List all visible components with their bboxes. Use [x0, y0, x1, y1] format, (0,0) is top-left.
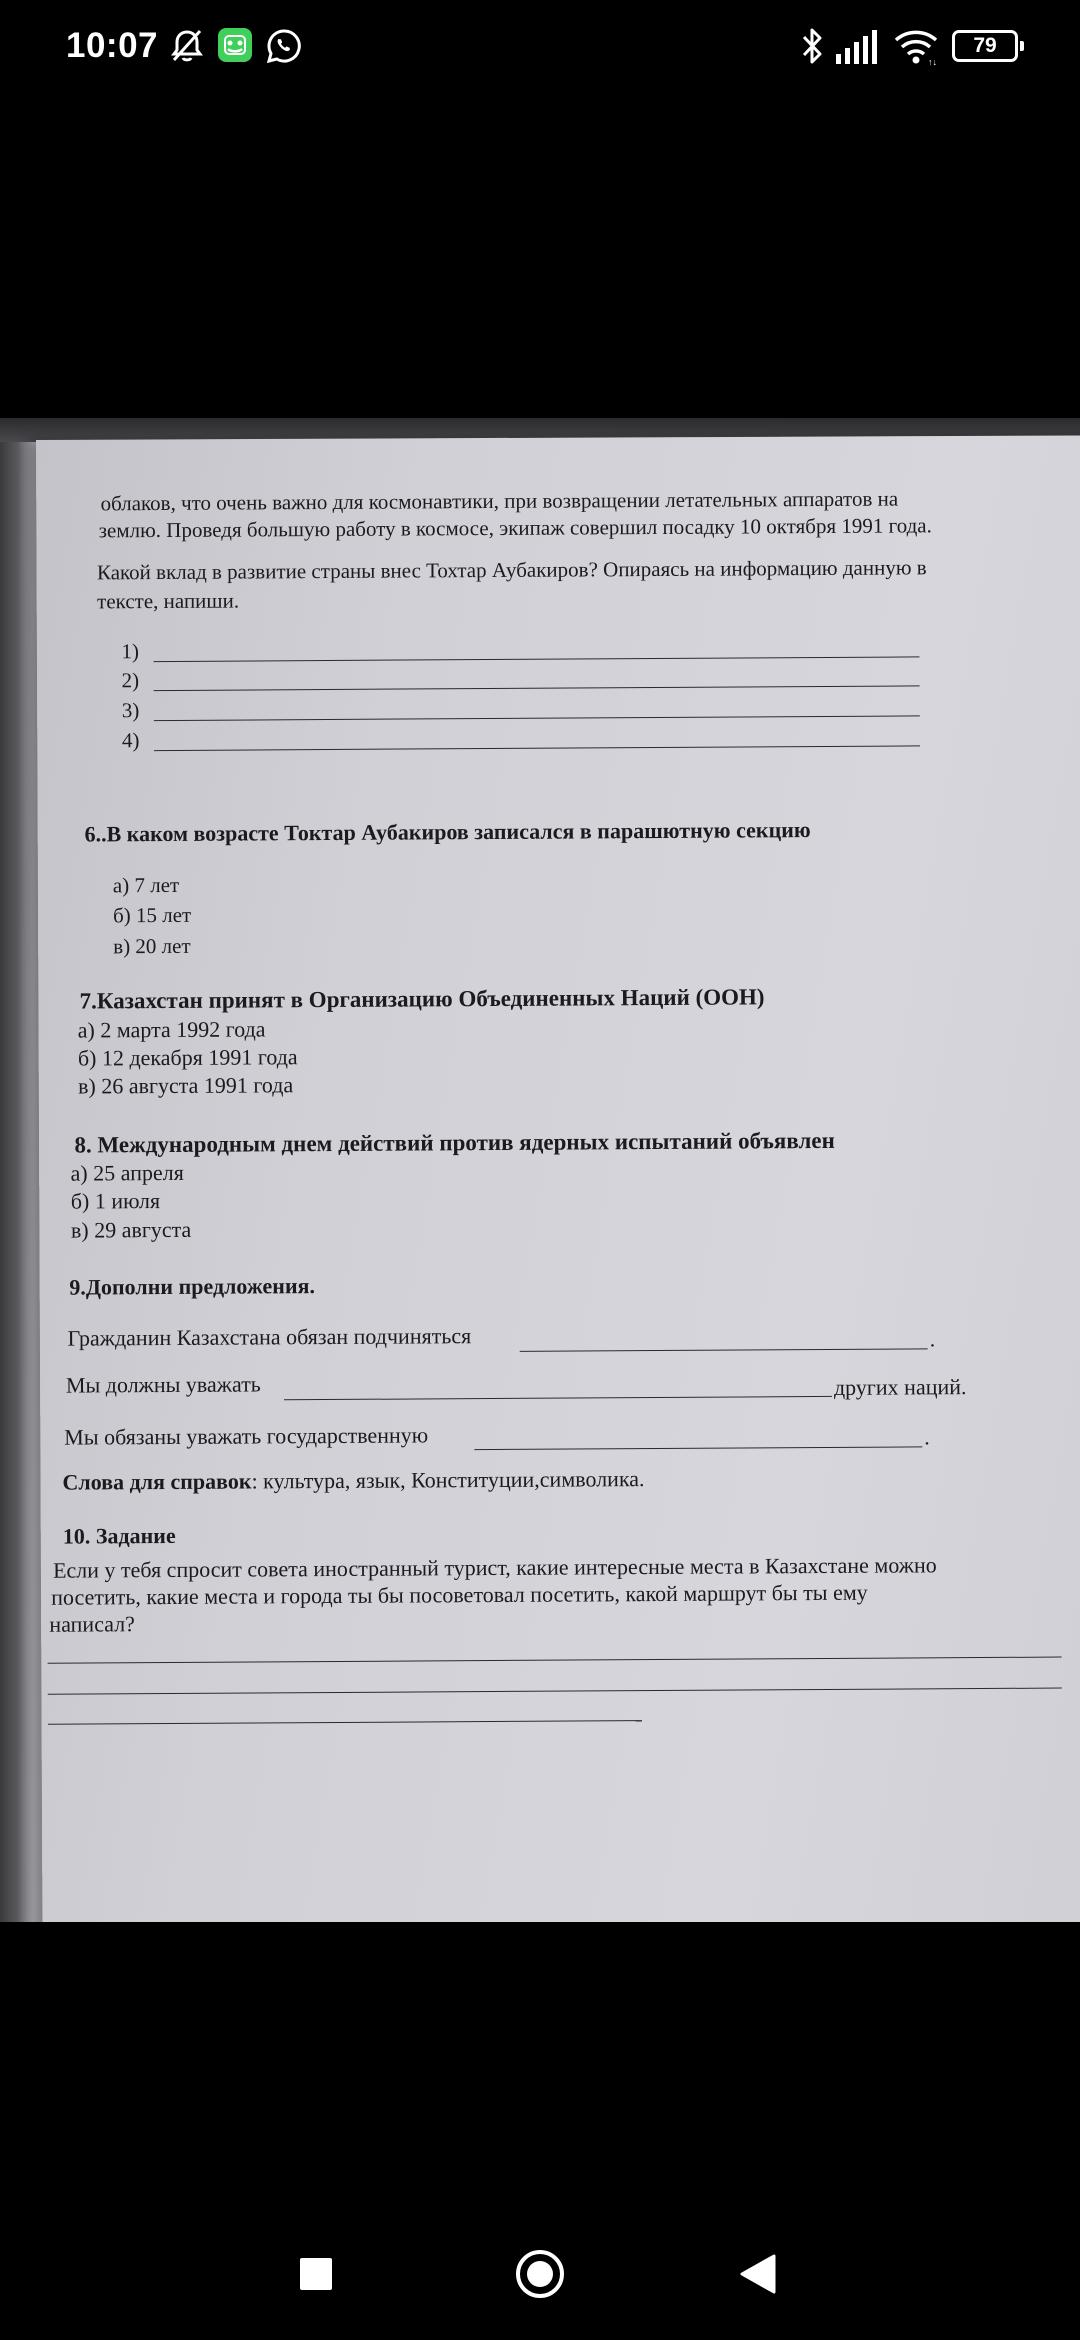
- question-6-option: б) 15 лет: [112, 902, 192, 928]
- fill-sentence-3: Мы обязаны уважать государственную: [64, 1422, 429, 1450]
- worksheet-text: [0, 418, 1080, 1922]
- question-7-option: б) 12 декабря 1991 года: [77, 1044, 298, 1071]
- question-10-line-1: Если у тебя спросит совета иностранный турист, какие интересные места в Казахстане можно: [52, 1552, 937, 1583]
- answer-line: [154, 745, 920, 751]
- fill-sentence-1-end: .: [929, 1326, 936, 1352]
- question-10-line-3: написал?: [49, 1611, 135, 1637]
- reference-words: [62, 1466, 644, 1496]
- answer-number: 2): [121, 668, 140, 693]
- answer-writing-line: [48, 1657, 1062, 1664]
- bell-muted-icon: [170, 28, 204, 69]
- status-bar: [0, 0, 1080, 96]
- fill-sentence-1: Гражданин Казахстана обязан подчиняться: [67, 1323, 472, 1351]
- intro-line-1: облаков, что очень важно для космонавтики, при возвращении летательных аппаратов на: [100, 486, 899, 516]
- bluetooth-icon: [800, 26, 826, 71]
- intro-line-2: землю. Проведя большую работу в космосе, экипаж совершил посадку 10 октября 1991 года.: [98, 513, 932, 543]
- prompt-line-2: тексте, напиши.: [97, 588, 240, 614]
- question-7-title: 7.Казахстан принят в Организацию Объединенных Наций (ООН): [79, 984, 765, 1014]
- battery-icon: 79: [952, 30, 1018, 62]
- app-notification-icon: [218, 28, 252, 67]
- question-10-title: 10. Задание: [62, 1522, 176, 1549]
- navigation-bar: [0, 2192, 1080, 2340]
- question-7-option: в) 26 августа 1991 года: [78, 1072, 294, 1099]
- wifi-icon: [894, 28, 940, 71]
- question-8-title: 8. Международным днем действий против ядерных испытаний объявлен: [74, 1127, 835, 1158]
- fill-sentence-2: Мы должны уважать: [65, 1371, 261, 1398]
- signal-icon: [836, 30, 882, 69]
- worksheet-photo: [0, 418, 1080, 1922]
- reference-words-label: Слова для справок: [62, 1468, 252, 1495]
- question-8-option: б) 1 июля: [70, 1188, 161, 1214]
- fill-blank-2: [284, 1396, 832, 1400]
- fill-blank-1: [520, 1348, 928, 1351]
- question-6-option: в) 20 лет: [113, 933, 191, 959]
- recents-square-icon[interactable]: [300, 2258, 332, 2295]
- question-9-title: 9.Дополни предложения.: [69, 1273, 316, 1300]
- question-8-option: а) 25 апреля: [70, 1159, 184, 1186]
- answer-line: [154, 715, 920, 721]
- answer-number: 3): [121, 698, 140, 723]
- answer-number: 4): [121, 728, 140, 753]
- answer-line: [154, 685, 920, 691]
- status-time: 10:07: [66, 26, 159, 65]
- svg-text:↑↓: ↑↓: [928, 57, 937, 66]
- prompt-line-1: Какой вклад в развитие страны внес Тохтар Аубакиров? Опираясь на информацию данную в: [96, 555, 927, 585]
- answer-writing-line: [48, 1720, 642, 1725]
- question-6-option: а) 7 лет: [112, 872, 180, 898]
- question-8-option: в) 29 августа: [70, 1216, 192, 1243]
- back-triangle-icon[interactable]: [740, 2254, 776, 2299]
- question-7-option: а) 2 марта 1992 года: [77, 1016, 266, 1043]
- whatsapp-icon: [266, 28, 302, 69]
- fill-sentence-2-end: других наций.: [833, 1374, 967, 1400]
- reference-words-list: : культура, язык, Конституции,символика.: [251, 1466, 645, 1494]
- question-10-line-2: посетить, какие места и города ты бы посоветовал посетить, какой маршрут бы ты ему: [51, 1579, 868, 1610]
- answer-line: [153, 656, 919, 662]
- answer-writing-line: [48, 1688, 1062, 1695]
- fill-blank-3: [474, 1446, 922, 1450]
- home-circle-icon[interactable]: [514, 2248, 566, 2305]
- question-6-title: 6..В каком возрасте Токтар Аубакиров записался в парашютную секцию: [84, 817, 811, 847]
- answer-number: 1): [121, 639, 140, 664]
- fill-sentence-3-end: .: [924, 1424, 930, 1450]
